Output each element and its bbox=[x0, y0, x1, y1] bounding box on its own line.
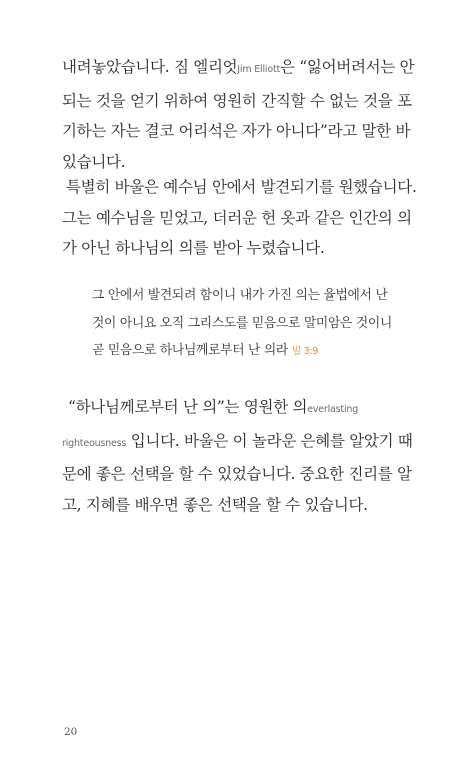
english-name-annotation: Jim Elliott bbox=[237, 64, 280, 75]
paragraph-jim-elliot bbox=[62, 52, 422, 177]
english-term-annotation: everlasting righteousness bbox=[62, 404, 359, 449]
paragraph-text: 은 “잃어버려서는 안 되는 것을 얻기 위하여 영원히 간직할 수 없는 것을 포기하는 자는 결코 어리석은 자가 아니다”라고 말한 바 있습니다. bbox=[62, 58, 415, 171]
paragraph-righteousness bbox=[62, 392, 422, 520]
scripture-reference: 빌 3:9 bbox=[292, 346, 318, 357]
quote-text: 그 안에서 발견되려 함이니 내가 가진 의는 율법에서 난 것이 아니요 오직 그리스도를 믿음으로 말미암은 것이니 곧 믿음으로 하나님께로부터 난 의라 bbox=[92, 288, 393, 358]
paragraph-text: 입니다. 바울은 이 놀라운 은혜를 알았기 때문에 좋은 선택을 할 수 있었습니다. 중요한 진리를 알고, 지혜를 배우면 좋은 선택을 할 수 있습니다. bbox=[62, 431, 413, 514]
paragraph-paul: 특별히 바울은 예수님 안에서 발견되기를 원했습니다. 그는 예수님을 믿었고, 더러운 헌 옷과 같은 인간의 의가 아닌 하나님의 의를 받아 누렸습니다. bbox=[62, 178, 417, 257]
paragraph-text: 내려놓았습니다. 짐 엘리엇 bbox=[62, 58, 238, 76]
scripture-quote bbox=[92, 282, 402, 366]
page-number: 20 bbox=[64, 726, 78, 738]
paragraph-text: “하나님께로부터 난 의”는 영원한 의 bbox=[68, 398, 308, 416]
